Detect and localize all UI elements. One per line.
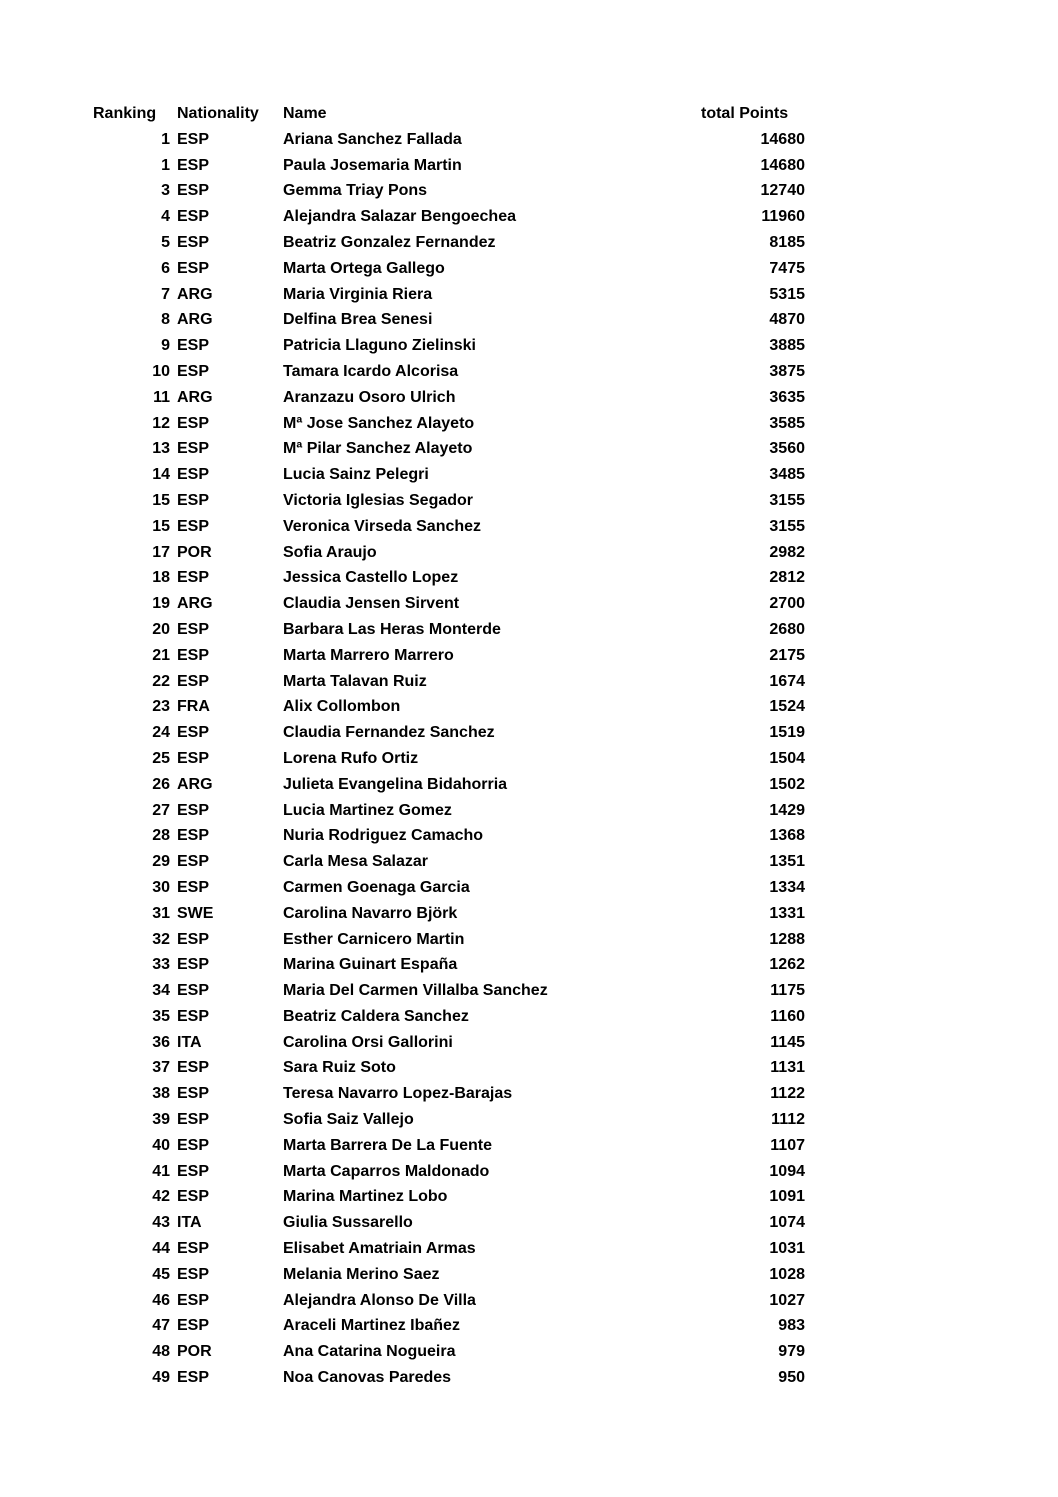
cell-ranking: 27 — [152, 801, 170, 819]
cell-ranking: 5 — [161, 233, 170, 251]
table-row — [93, 540, 805, 566]
cell-nationality: ESP — [177, 853, 210, 871]
cell-ranking: 15 — [152, 517, 170, 535]
cell-ranking: 28 — [152, 827, 170, 845]
cell-name: Sofia Saiz Vallejo — [283, 1111, 414, 1129]
cell-nationality: ESP — [177, 724, 210, 742]
table-row — [93, 875, 805, 901]
cell-nationality: ESP — [177, 930, 210, 948]
table-row — [93, 720, 805, 746]
cell-ranking: 36 — [152, 1033, 170, 1051]
cell-name: Paula Josemaria Martin — [283, 156, 462, 174]
cell-name: Teresa Navarro Lopez-Barajas — [283, 1085, 513, 1103]
table-row — [93, 591, 805, 617]
cell-name: Marta Caparros Maldonado — [283, 1162, 490, 1180]
cell-ranking: 34 — [152, 982, 170, 1000]
table-row — [93, 1055, 805, 1081]
cell-nationality: ESP — [177, 182, 210, 200]
cell-total-points: 1027 — [769, 1291, 805, 1309]
cell-name: Carmen Goenaga Garcia — [283, 878, 470, 896]
cell-ranking: 29 — [152, 853, 170, 871]
cell-nationality: ESP — [177, 1265, 210, 1283]
cell-nationality: POR — [177, 1343, 212, 1361]
table-row — [93, 256, 805, 282]
table-row — [93, 1184, 805, 1210]
cell-ranking: 10 — [152, 362, 170, 380]
cell-nationality: ARG — [177, 285, 213, 303]
cell-nationality: ESP — [177, 1111, 210, 1129]
cell-nationality: ESP — [177, 517, 210, 535]
cell-nationality: ESP — [177, 646, 210, 664]
table-row — [93, 488, 805, 514]
cell-ranking: 41 — [152, 1162, 170, 1180]
cell-name: Maria Del Carmen Villalba Sanchez — [283, 982, 548, 1000]
table-row — [93, 746, 805, 772]
cell-total-points: 3585 — [769, 414, 805, 432]
cell-name: Jessica Castello Lopez — [283, 569, 459, 587]
cell-name: Mª Jose Sanchez Alayeto — [283, 414, 475, 432]
cell-nationality: ESP — [177, 1291, 210, 1309]
table-row — [93, 411, 805, 437]
table-row — [93, 669, 805, 695]
table-row — [93, 1107, 805, 1133]
cell-name: Marta Barrera De La Fuente — [283, 1136, 492, 1154]
cell-total-points: 2700 — [769, 595, 805, 613]
cell-name: Ana Catarina Nogueira — [283, 1343, 456, 1361]
cell-name: Melania Merino Saez — [283, 1265, 440, 1283]
table-row — [93, 643, 805, 669]
cell-nationality: ESP — [177, 672, 210, 690]
cell-total-points: 1122 — [770, 1085, 805, 1103]
cell-nationality: ESP — [177, 1240, 210, 1258]
cell-name: Elisabet Amatriain Armas — [283, 1240, 476, 1258]
cell-total-points: 3485 — [769, 466, 805, 484]
cell-name: Claudia Jensen Sirvent — [283, 595, 460, 613]
cell-name: Julieta Evangelina Bidahorria — [283, 775, 508, 793]
cell-total-points: 1262 — [769, 956, 805, 974]
cell-total-points: 3155 — [769, 491, 805, 509]
cell-ranking: 19 — [152, 595, 170, 613]
cell-name: Ariana Sanchez Fallada — [283, 130, 462, 148]
cell-ranking: 26 — [152, 775, 170, 793]
table-row — [93, 514, 805, 540]
cell-name: Veronica Virseda Sanchez — [283, 517, 482, 535]
cell-total-points: 4870 — [769, 311, 805, 329]
cell-nationality: FRA — [177, 698, 210, 716]
cell-ranking: 8 — [161, 311, 170, 329]
cell-name: Carolina Navarro Björk — [283, 904, 458, 922]
cell-total-points: 11960 — [761, 208, 805, 226]
cell-nationality: ARG — [177, 311, 213, 329]
cell-nationality: ESP — [177, 749, 210, 767]
cell-ranking: 25 — [152, 749, 170, 767]
table-row — [93, 1210, 805, 1236]
cell-nationality: ESP — [177, 1162, 210, 1180]
table-row — [93, 1313, 805, 1339]
cell-name: Marta Talavan Ruiz — [283, 672, 427, 690]
cell-name: Gemma Triay Pons — [283, 182, 428, 200]
cell-ranking: 13 — [152, 440, 170, 458]
table-row — [93, 772, 805, 798]
cell-total-points: 1351 — [769, 853, 805, 871]
cell-ranking: 4 — [161, 208, 170, 226]
cell-nationality: ESP — [177, 569, 210, 587]
cell-ranking: 32 — [152, 930, 170, 948]
cell-total-points: 2812 — [769, 569, 805, 587]
table-row — [93, 1133, 805, 1159]
cell-name: Claudia Fernandez Sanchez — [283, 724, 495, 742]
cell-total-points: 2175 — [769, 646, 805, 664]
table-row — [93, 694, 805, 720]
cell-total-points: 1331 — [769, 904, 805, 922]
cell-total-points: 3875 — [769, 362, 805, 380]
cell-total-points: 983 — [778, 1317, 805, 1335]
cell-nationality: ESP — [177, 466, 210, 484]
cell-total-points: 1160 — [770, 1007, 805, 1025]
cell-ranking: 24 — [152, 724, 170, 742]
cell-ranking: 22 — [152, 672, 170, 690]
cell-ranking: 49 — [152, 1369, 170, 1387]
cell-name: Victoria Iglesias Segador — [283, 491, 474, 509]
cell-name: Barbara Las Heras Monterde — [283, 620, 501, 638]
cell-ranking: 14 — [152, 466, 170, 484]
column-header-ranking: Ranking — [93, 105, 157, 122]
table-row — [93, 1081, 805, 1107]
cell-nationality: ESP — [177, 1007, 210, 1025]
table-row — [93, 359, 805, 385]
cell-name: Sofia Araujo — [283, 543, 377, 561]
cell-total-points: 14680 — [760, 130, 805, 148]
table-row — [93, 1365, 805, 1391]
cell-ranking: 33 — [152, 956, 170, 974]
cell-ranking: 1 — [161, 156, 170, 174]
cell-name: Lucia Martinez Gomez — [283, 801, 452, 819]
table-row — [93, 385, 805, 411]
cell-nationality: ARG — [177, 775, 213, 793]
cell-total-points: 1091 — [769, 1188, 805, 1206]
cell-total-points: 1674 — [769, 672, 805, 690]
cell-ranking: 31 — [152, 904, 170, 922]
cell-nationality: ESP — [177, 620, 210, 638]
cell-nationality: POR — [177, 543, 212, 561]
cell-nationality: ITA — [177, 1214, 202, 1232]
cell-name: Beatriz Caldera Sanchez — [283, 1007, 469, 1025]
cell-nationality: ESP — [177, 337, 210, 355]
cell-ranking: 43 — [152, 1214, 170, 1232]
cell-nationality: ESP — [177, 956, 210, 974]
cell-total-points: 2982 — [769, 543, 805, 561]
cell-ranking: 35 — [152, 1007, 170, 1025]
cell-total-points: 1145 — [770, 1033, 805, 1051]
cell-ranking: 46 — [152, 1291, 170, 1309]
cell-total-points: 1107 — [770, 1136, 805, 1154]
cell-name: Araceli Martinez Ibañez — [283, 1317, 460, 1335]
cell-name: Alix Collombon — [283, 698, 401, 716]
cell-nationality: ESP — [177, 259, 210, 277]
cell-ranking: 37 — [152, 1059, 170, 1077]
cell-nationality: ESP — [177, 1369, 210, 1387]
cell-name: Aranzazu Osoro Ulrich — [283, 388, 456, 406]
cell-ranking: 42 — [152, 1188, 170, 1206]
cell-nationality: ESP — [177, 1085, 210, 1103]
cell-name: Carolina Orsi Gallorini — [283, 1033, 453, 1051]
cell-name: Delfina Brea Senesi — [283, 311, 433, 329]
cell-total-points: 1112 — [771, 1111, 805, 1129]
table-row — [93, 927, 805, 953]
cell-total-points: 12740 — [760, 182, 805, 200]
cell-name: Patricia Llaguno Zielinski — [283, 337, 476, 355]
cell-nationality: ESP — [177, 1136, 210, 1154]
cell-ranking: 21 — [152, 646, 170, 664]
cell-total-points: 1502 — [769, 775, 805, 793]
table-row — [93, 204, 805, 230]
cell-nationality: ESP — [177, 1059, 210, 1077]
column-header-nationality: Nationality — [177, 105, 259, 122]
table-row — [93, 901, 805, 927]
table-row — [93, 178, 805, 204]
cell-total-points: 1504 — [769, 749, 805, 767]
cell-name: Alejandra Alonso De Villa — [283, 1291, 476, 1309]
table-row — [93, 1030, 805, 1056]
cell-nationality: ESP — [177, 233, 210, 251]
cell-ranking: 11 — [153, 388, 170, 406]
cell-ranking: 39 — [152, 1111, 170, 1129]
cell-total-points: 3155 — [769, 517, 805, 535]
table-row — [93, 849, 805, 875]
table-row — [93, 153, 805, 179]
cell-nationality: SWE — [177, 904, 214, 922]
cell-total-points: 1131 — [770, 1059, 805, 1077]
cell-ranking: 47 — [152, 1317, 170, 1335]
cell-ranking: 45 — [152, 1265, 170, 1283]
cell-name: Beatriz Gonzalez Fernandez — [283, 233, 496, 251]
cell-total-points: 1175 — [770, 982, 805, 1000]
cell-ranking: 23 — [152, 698, 170, 716]
cell-nationality: ARG — [177, 595, 213, 613]
table-row — [93, 1236, 805, 1262]
cell-ranking: 15 — [152, 491, 170, 509]
cell-nationality: ESP — [177, 440, 210, 458]
table-row — [93, 436, 805, 462]
cell-total-points: 3885 — [769, 337, 805, 355]
cell-total-points: 8185 — [769, 233, 805, 251]
cell-nationality: ESP — [177, 827, 210, 845]
cell-nationality: ESP — [177, 878, 210, 896]
cell-name: Giulia Sussarello — [283, 1214, 413, 1232]
cell-ranking: 6 — [161, 259, 170, 277]
cell-nationality: ESP — [177, 208, 210, 226]
table-row — [93, 823, 805, 849]
cell-name: Marta Ortega Gallego — [283, 259, 445, 277]
cell-ranking: 30 — [152, 878, 170, 896]
cell-total-points: 7475 — [769, 259, 805, 277]
cell-nationality: ESP — [177, 1188, 210, 1206]
cell-total-points: 1368 — [769, 827, 805, 845]
cell-total-points: 979 — [778, 1343, 805, 1361]
cell-ranking: 12 — [152, 414, 170, 432]
table-row — [93, 952, 805, 978]
table-row — [93, 978, 805, 1004]
cell-nationality: ESP — [177, 982, 210, 1000]
table-header-row — [93, 101, 805, 127]
cell-ranking: 9 — [161, 337, 170, 355]
table-row — [93, 798, 805, 824]
cell-nationality: ESP — [177, 1317, 210, 1335]
cell-total-points: 3635 — [769, 388, 805, 406]
table-row — [93, 565, 805, 591]
cell-ranking: 40 — [152, 1136, 170, 1154]
cell-name: Noa Canovas Paredes — [283, 1369, 452, 1387]
cell-nationality: ARG — [177, 388, 213, 406]
cell-nationality: ESP — [177, 491, 210, 509]
table-row — [93, 307, 805, 333]
column-header-name: Name — [283, 105, 327, 122]
column-header-total-points: total Points — [701, 105, 789, 122]
table-row — [93, 282, 805, 308]
cell-ranking: 38 — [152, 1085, 170, 1103]
cell-total-points: 5315 — [769, 285, 805, 303]
cell-name: Sara Ruiz Soto — [283, 1059, 396, 1077]
cell-total-points: 950 — [778, 1369, 805, 1387]
table-row — [93, 230, 805, 256]
cell-nationality: ESP — [177, 156, 210, 174]
cell-name: Marta Marrero Marrero — [283, 646, 454, 664]
table-row — [93, 1262, 805, 1288]
cell-ranking: 7 — [161, 285, 170, 303]
cell-total-points: 1288 — [769, 930, 805, 948]
cell-ranking: 3 — [161, 182, 170, 200]
cell-name: Tamara Icardo Alcorisa — [283, 362, 459, 380]
cell-name: Carla Mesa Salazar — [283, 853, 428, 871]
table-row — [93, 1339, 805, 1365]
cell-nationality: ESP — [177, 801, 210, 819]
cell-total-points: 1519 — [769, 724, 805, 742]
cell-total-points: 1031 — [769, 1240, 805, 1258]
cell-ranking: 48 — [152, 1343, 170, 1361]
cell-name: Maria Virginia Riera — [283, 285, 433, 303]
cell-name: Lucia Sainz Pelegri — [283, 466, 429, 484]
cell-total-points: 1334 — [769, 878, 805, 896]
cell-ranking: 17 — [152, 543, 170, 561]
cell-ranking: 1 — [161, 130, 170, 148]
cell-total-points: 1074 — [769, 1214, 805, 1232]
table-row — [93, 333, 805, 359]
table-row — [93, 462, 805, 488]
table-row — [93, 617, 805, 643]
cell-name: Esther Carnicero Martin — [283, 930, 465, 948]
table-row — [93, 1159, 805, 1185]
cell-name: Mª Pilar Sanchez Alayeto — [283, 440, 473, 458]
cell-nationality: ESP — [177, 362, 210, 380]
cell-nationality: ESP — [177, 130, 210, 148]
table-row — [93, 127, 805, 153]
cell-total-points: 1524 — [769, 698, 805, 716]
cell-name: Marina Guinart España — [283, 956, 458, 974]
cell-total-points: 1028 — [769, 1265, 805, 1283]
cell-name: Lorena Rufo Ortiz — [283, 749, 419, 767]
cell-ranking: 20 — [152, 620, 170, 638]
cell-name: Marina Martinez Lobo — [283, 1188, 448, 1206]
table-row — [93, 1004, 805, 1030]
table-row — [93, 1288, 805, 1314]
cell-total-points: 3560 — [769, 440, 805, 458]
ranking-table — [93, 101, 805, 1391]
cell-total-points: 14680 — [760, 156, 805, 174]
cell-total-points: 2680 — [769, 620, 805, 638]
cell-ranking: 44 — [152, 1240, 170, 1258]
cell-total-points: 1094 — [769, 1162, 805, 1180]
cell-total-points: 1429 — [769, 801, 805, 819]
cell-ranking: 18 — [152, 569, 170, 587]
cell-nationality: ITA — [177, 1033, 202, 1051]
cell-name: Alejandra Salazar Bengoechea — [283, 208, 516, 226]
cell-nationality: ESP — [177, 414, 210, 432]
cell-name: Nuria Rodriguez Camacho — [283, 827, 484, 845]
